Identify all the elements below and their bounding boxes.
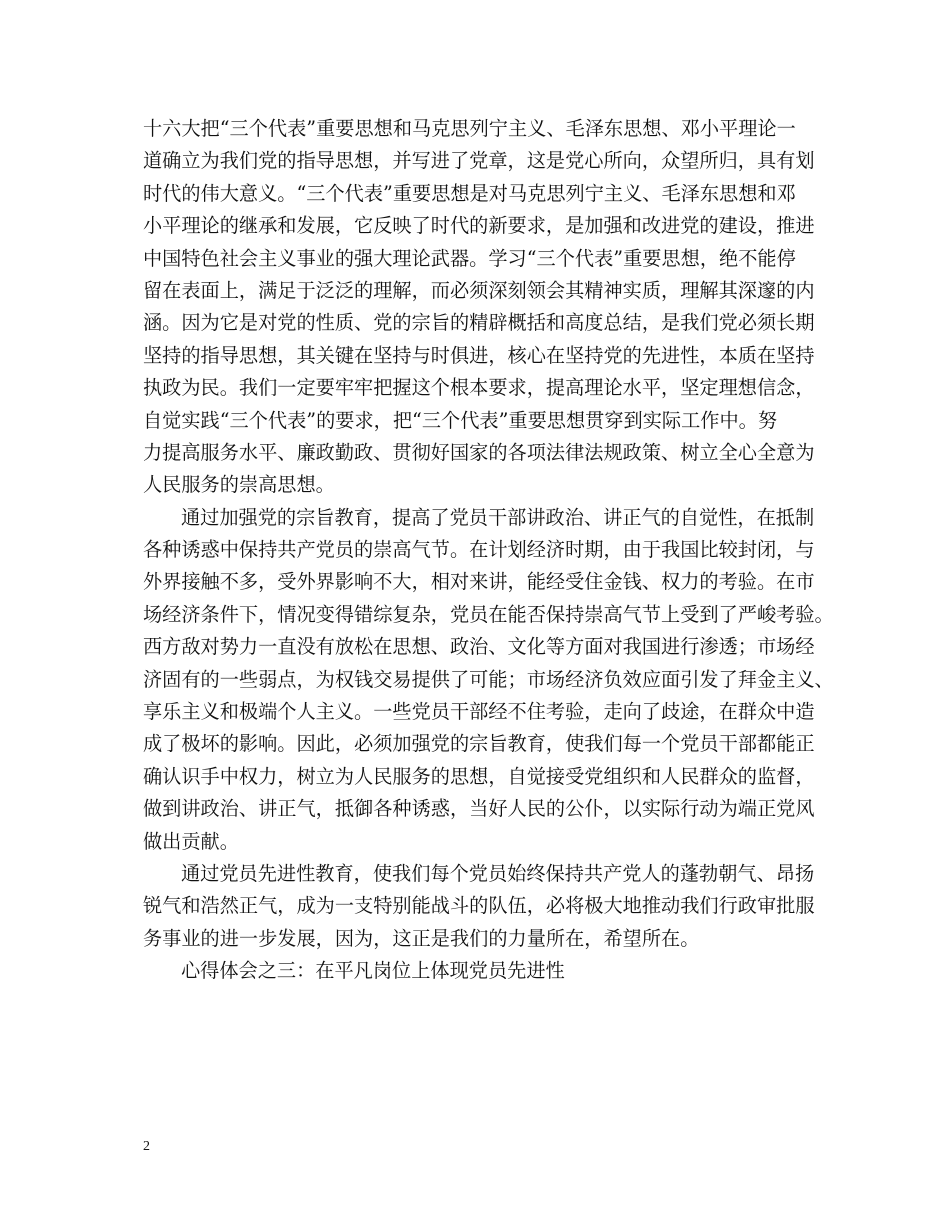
text-line: 各种诱惑中保持共产党员的崇高气节。在计划经济时期，由于我国比较封闭，与: [143, 538, 815, 562]
text-line: 小平理论的继承和发展，它反映了时代的新要求，是加强和改进党的建设，推进: [143, 214, 815, 238]
text-line: 成了极坏的影响。因此，必须加强党的宗旨教育，使我们每一个党员干部都能正: [143, 732, 815, 756]
text-line: 道确立为我们党的指导思想，并写进了党章，这是党心所向，众望所归，具有划: [143, 149, 815, 173]
text-line: 做出贡献。: [143, 829, 239, 853]
text-line: 人民服务的崇高思想。: [143, 473, 335, 497]
text-line: 中国特色社会主义事业的强大理论武器。学习“三个代表”重要思想，绝不能停: [143, 246, 796, 270]
text-line: 务事业的进一步发展，因为，这正是我们的力量所在，希望所在。: [143, 926, 700, 950]
text-line: 力提高服务水平、廉政勤政、贯彻好国家的各项法律法规政策、树立全心全意为: [143, 440, 815, 464]
text-line: 十六大把“三个代表”重要思想和马克思列宁主义、毛泽东思想、邓小平理论一: [143, 117, 796, 140]
text-line: 场经济条件下，情况变得错综复杂，党员在能否保持崇高气节上受到了严峻考验。: [143, 602, 834, 626]
text-line: 做到讲政治、讲正气，抵御各种诱惑，当好人民的公仆，以实际行动为端正党风: [143, 797, 815, 821]
body-text: [143, 113, 834, 988]
text-line: 确认识手中权力，树立为人民服务的思想，自觉接受党组织和人民群众的监督，: [143, 764, 815, 788]
text-line: 西方敌对势力一直没有放松在思想、政治、文化等方面对我国进行渗透；市场经: [143, 635, 815, 659]
page-number: 2: [143, 1139, 150, 1154]
text-line: 享乐主义和极端个人主义。一些党员干部经不住考验，走向了歧途，在群众中造: [143, 700, 815, 724]
text-line: 济固有的一些弱点，为权钱交易提供了可能；市场经济负效应面引发了拜金主义、: [143, 667, 834, 691]
text-line: 自觉实践“三个代表”的要求，把“三个代表”重要思想贯穿到实际工作中。努: [143, 408, 778, 432]
paragraph-start-line: 通过党员先进性教育，使我们每个党员始终保持共产党人的蓬勃朝气、昂扬: [181, 861, 815, 885]
paragraph-start-line: 通过加强党的宗旨教育，提高了党员干部讲政治、讲正气的自觉性，在抵制: [181, 505, 815, 529]
section-heading-line: 心得体会之三：在平凡岗位上体现党员先进性: [181, 959, 565, 983]
text-line: 锐气和浩然正气，成为一支特别能战斗的队伍，必将极大地推动我们行政审批服: [143, 894, 815, 918]
text-line: 执政为民。我们一定要牢牢把握这个根本要求，提高理论水平，坚定理想信念，: [143, 376, 815, 400]
text-line: 留在表面上，满足于泛泛的理解，而必须深刻领会其精神实质，理解其深邃的内: [143, 278, 815, 302]
text-line: 坚持的指导思想，其关键在坚持与时俱进，核心在坚持党的先进性，本质在坚持: [143, 343, 815, 367]
text-line: 涵。因为它是对党的性质、党的宗旨的精辟概括和高度总结，是我们党必须长期: [143, 311, 815, 335]
text-line: 时代的伟大意义。“三个代表”重要思想是对马克思列宁主义、毛泽东思想和邓: [143, 181, 796, 205]
text-line: 外界接触不多，受外界影响不大，相对来讲，能经受住金钱、权力的考验。在市: [143, 570, 815, 594]
